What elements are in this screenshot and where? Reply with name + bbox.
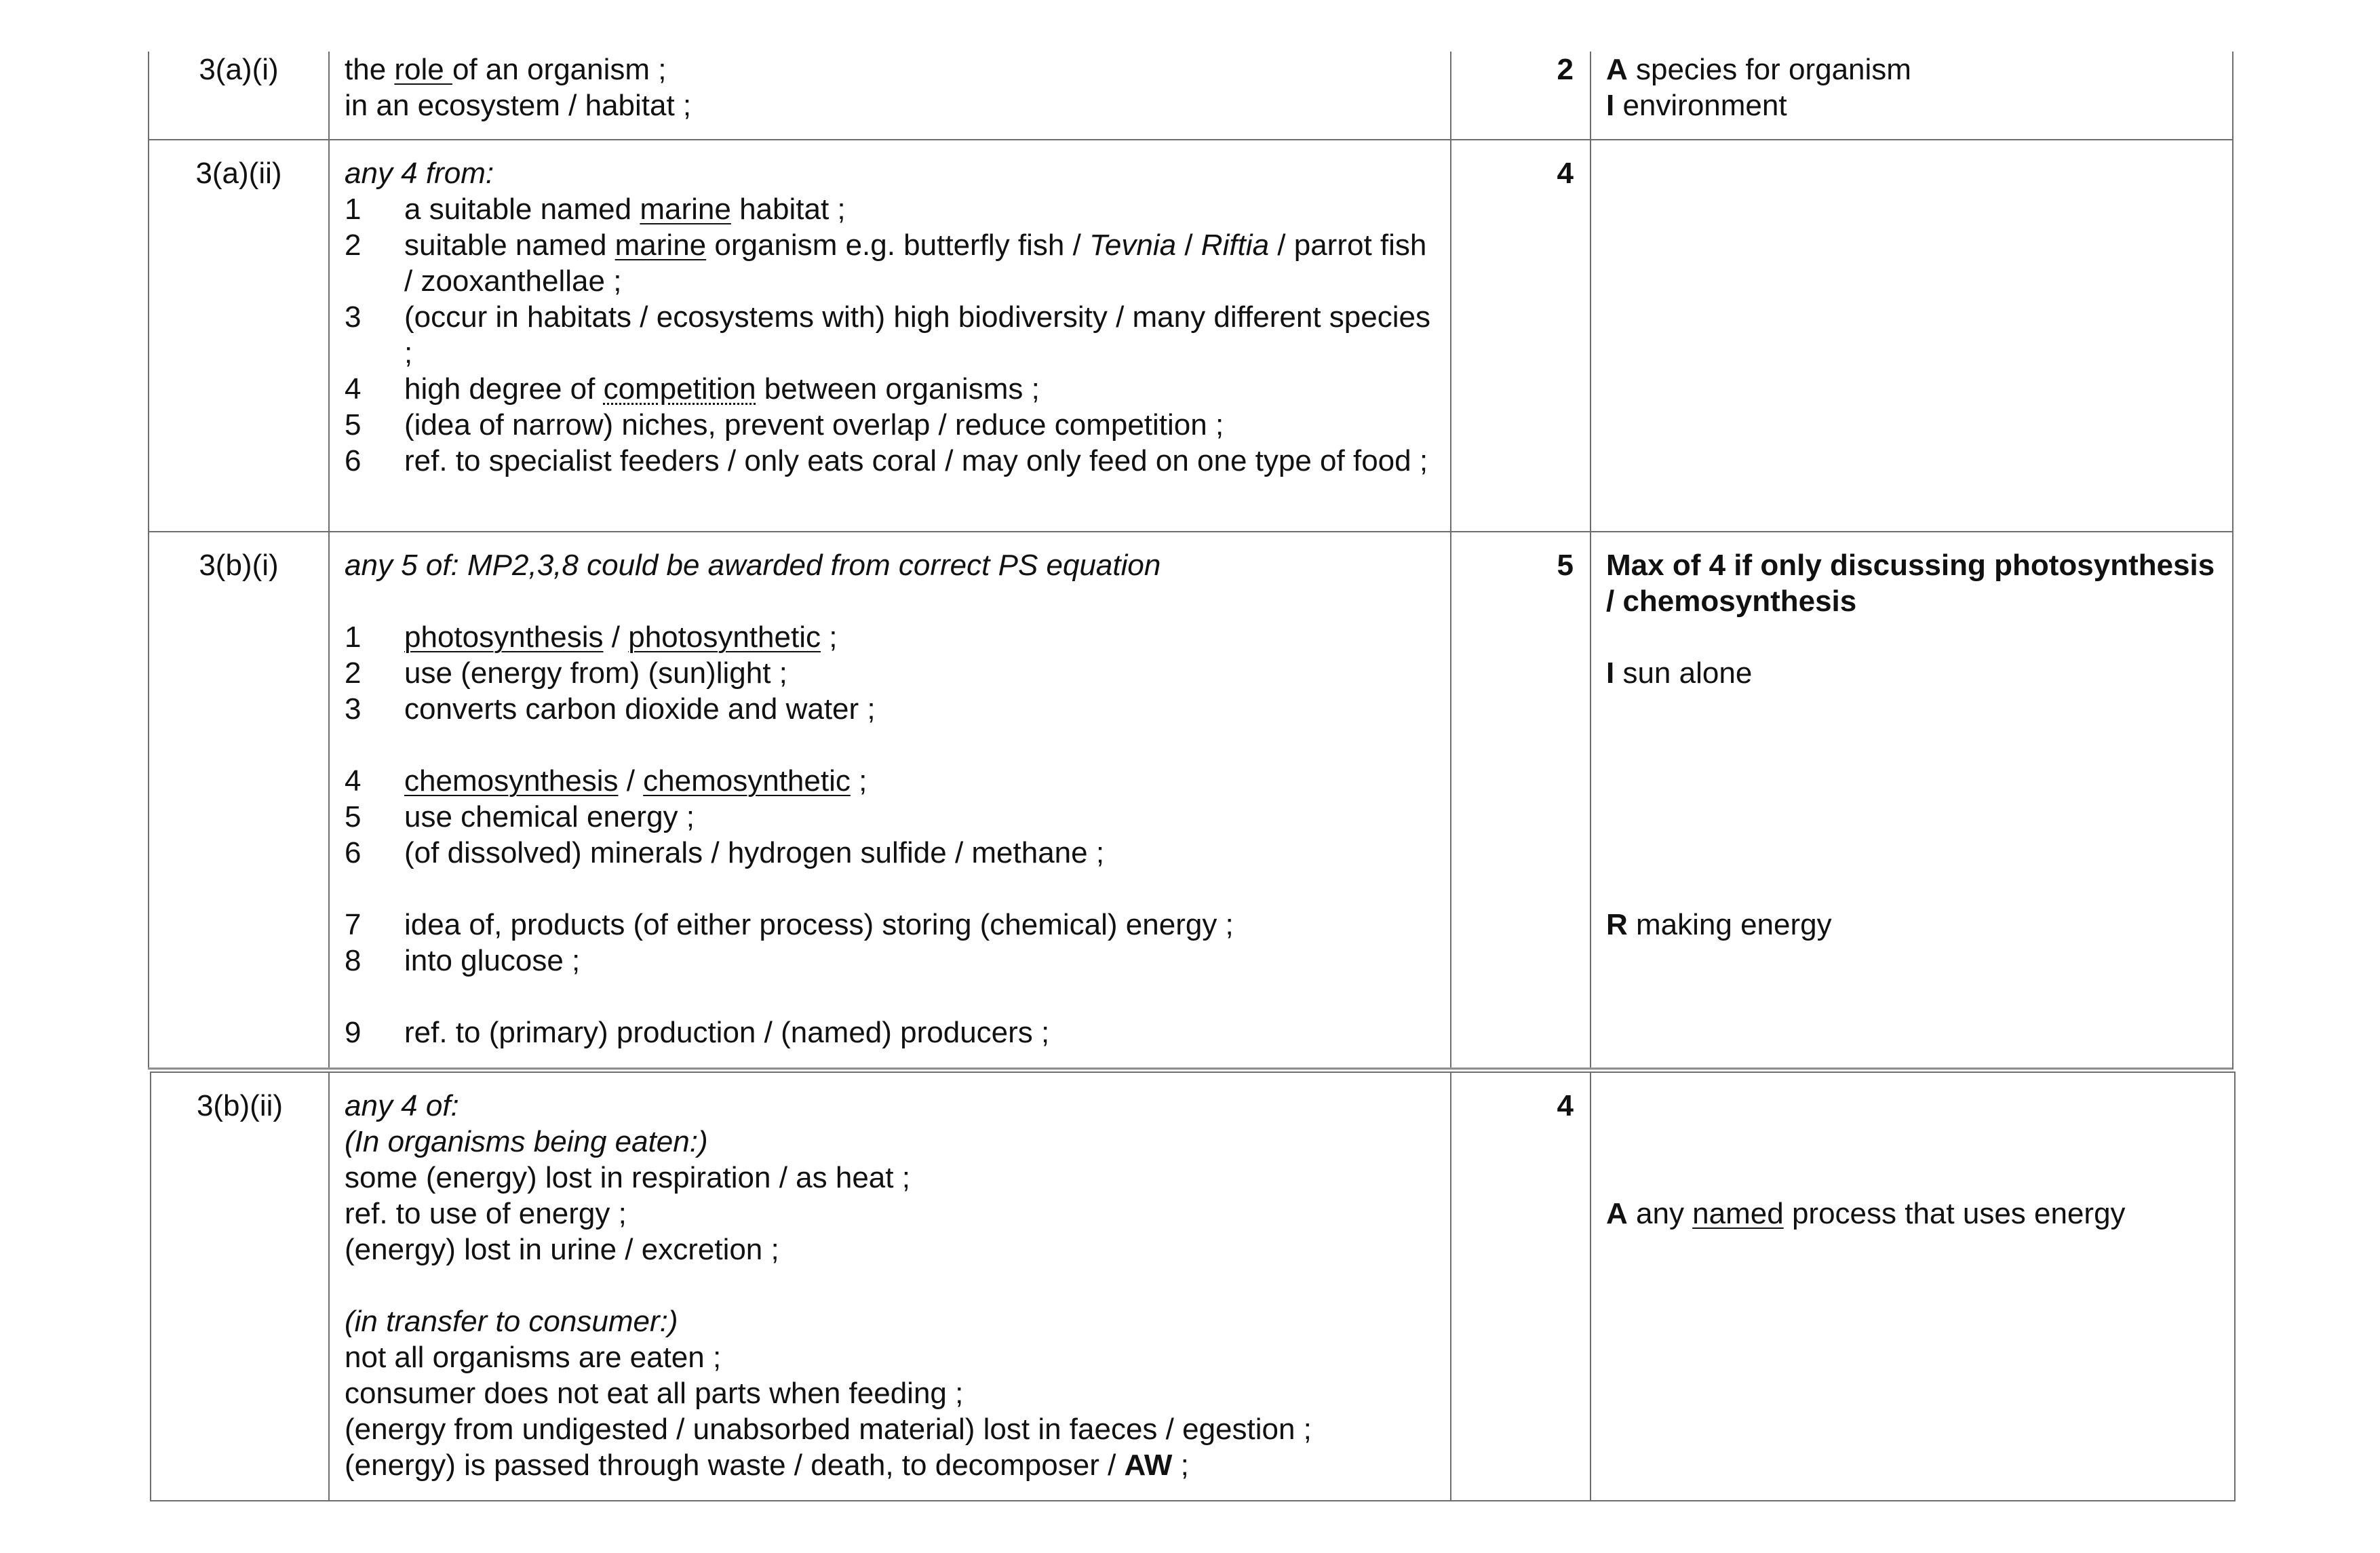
point-text [404, 619, 1435, 655]
table-row [149, 532, 2233, 1069]
marking-point [345, 655, 1435, 691]
point-number: 2 [345, 656, 362, 690]
point-text: ref. to (primary) production / (named) producers ; [404, 1016, 1050, 1049]
spacer [345, 727, 1435, 763]
text: / [1176, 229, 1201, 262]
point-number: 1 [345, 193, 362, 226]
marking-point [345, 799, 1435, 835]
guidance-line [1606, 655, 2217, 691]
underlined-text: photosynthetic [628, 621, 821, 654]
guidance-code: R [1606, 908, 1628, 941]
marks-cell [1451, 52, 1591, 140]
spacer [345, 979, 1435, 1015]
answer-line [345, 52, 1435, 87]
spacer [345, 871, 1435, 907]
marking-point [345, 943, 1435, 979]
guidance-cell [1591, 52, 2233, 140]
spacer [345, 583, 1435, 619]
point-text [404, 371, 1435, 407]
answer-intro: any 5 of: MP2,3,8 could be awarded from correct PS equation [345, 549, 1161, 582]
point-text: ref. to specialist feeders / only eats coral / may only feed on one type of food ; [404, 444, 1428, 477]
marking-point [345, 227, 1435, 299]
guidance-line [1606, 87, 2217, 123]
text: / parrot fish / zooxanthellae ; [404, 229, 1427, 298]
text: of an organism ; [452, 53, 667, 86]
point-number: 1 [345, 621, 362, 654]
underlined-text: named [1692, 1197, 1784, 1230]
point-number: 6 [345, 836, 362, 869]
answer-line: consumer does not eat all parts when feeding ; [345, 1377, 964, 1410]
text: a suitable named [404, 193, 640, 226]
question-label: 3(a)(i) [199, 53, 279, 86]
point-number: 5 [345, 800, 362, 833]
answer-cell [329, 140, 1451, 532]
question-number [149, 140, 329, 532]
marking-point [345, 371, 1435, 407]
text: (energy) is passed through waste / death, to decomposer / [345, 1449, 1125, 1482]
italic-text: Tevnia [1089, 229, 1177, 262]
spacer [1606, 691, 2217, 907]
text: / [603, 621, 629, 654]
text: organism e.g. butterfly fish / [706, 229, 1090, 262]
point-text: idea of, products (of either process) storing (chemical) energy ; [404, 908, 1234, 941]
question-number [149, 532, 329, 1069]
point-number: 8 [345, 944, 362, 977]
answer-line: (energy from undigested / unabsorbed material) lost in faeces / egestion ; [345, 1413, 1312, 1446]
text: ; [1172, 1449, 1189, 1482]
text: making energy [1627, 908, 1832, 941]
text: the [345, 53, 395, 86]
mark-scheme-table [148, 52, 2233, 1069]
point-number: 4 [345, 372, 362, 406]
text: ; [850, 764, 867, 798]
answer-intro: any 4 of: [345, 1089, 459, 1122]
question-label: 3(b)(ii) [196, 1089, 284, 1122]
guidance-line [1606, 907, 2217, 943]
point-number: 5 [345, 408, 362, 441]
text: sun alone [1614, 656, 1753, 690]
underlined-text: chemosynthesis [404, 764, 619, 798]
marking-point [345, 691, 1435, 727]
dotted-underlined-text: competition [603, 372, 756, 406]
guidance-max-note: Max of 4 if only discussing photosynthesis / chemosynthesis [1606, 549, 2215, 618]
answer-cell [329, 1072, 1451, 1501]
answer-line: ref. to use of energy ; [345, 1197, 627, 1230]
answer-cell [329, 532, 1451, 1069]
point-text: (of dissolved) minerals / hydrogen sulfide / methane ; [404, 836, 1105, 869]
answer-line: (energy) lost in urine / excretion ; [345, 1233, 779, 1266]
answer-subheading: (in transfer to consumer:) [345, 1305, 678, 1338]
guidance-cell [1591, 140, 2233, 532]
point-number: 4 [345, 764, 362, 798]
point-text [404, 763, 1435, 799]
answer-line: not all organisms are eaten ; [345, 1341, 722, 1374]
question-label: 3(a)(ii) [195, 157, 282, 190]
italic-text: Riftia [1201, 229, 1270, 262]
underlined-text: role [394, 53, 452, 86]
text: environment [1614, 89, 1787, 122]
text: process that uses energy [1783, 1197, 2126, 1230]
point-number: 9 [345, 1016, 362, 1049]
mark-scheme-table-continued [150, 1072, 2236, 1501]
marking-point [345, 191, 1435, 227]
table-row [149, 140, 2233, 532]
question-number [149, 52, 329, 140]
point-number: 6 [345, 444, 362, 477]
bold-text: AW [1124, 1449, 1173, 1482]
point-text: (occur in habitats / ecosystems with) high biodiversity / many different species ; [404, 300, 1430, 370]
spacer [345, 1267, 1435, 1303]
guidance-cell [1591, 1072, 2235, 1501]
guidance-code: I [1606, 656, 1615, 690]
spacer [1606, 1088, 2219, 1196]
point-text: converts carbon dioxide and water ; [404, 692, 876, 726]
answer-cell [329, 52, 1451, 140]
guidance-line [1606, 52, 2217, 87]
marks-value: 2 [1557, 53, 1574, 86]
marking-point [345, 443, 1435, 479]
marks-value: 4 [1557, 157, 1574, 190]
guidance-line [1606, 1196, 2219, 1232]
table-row [149, 52, 2233, 140]
text: / [618, 764, 644, 798]
guidance-code: A [1606, 53, 1628, 86]
question-label: 3(b)(i) [199, 549, 279, 582]
divider [148, 1067, 2232, 1069]
answer-line [345, 1447, 1435, 1483]
point-text: into glucose ; [404, 944, 581, 977]
text: ; [820, 621, 838, 654]
underlined-text: photosynthesis [404, 621, 604, 654]
text: species for organism [1627, 53, 1911, 86]
marks-cell [1451, 1072, 1591, 1501]
guidance-code: I [1606, 89, 1615, 122]
underlined-text: marine [614, 229, 707, 262]
marks-value: 4 [1557, 1089, 1574, 1122]
answer-subheading: (In organisms being eaten:) [345, 1125, 708, 1158]
text: any [1627, 1197, 1693, 1230]
point-number: 7 [345, 908, 362, 941]
marking-point [345, 835, 1435, 871]
spacer [1606, 619, 2217, 655]
text: between organisms ; [756, 372, 1040, 406]
point-number: 3 [345, 300, 362, 334]
marking-point [345, 407, 1435, 443]
answer-line: some (energy) lost in respiration / as heat ; [345, 1161, 910, 1194]
answer-line: in an ecosystem / habitat ; [345, 89, 692, 122]
guidance-code: A [1606, 1197, 1628, 1230]
marking-point [345, 907, 1435, 943]
point-text [404, 191, 1435, 227]
text: habitat ; [730, 193, 846, 226]
text: high degree of [404, 372, 604, 406]
answer-intro: any 4 from: [345, 157, 494, 190]
point-number: 3 [345, 692, 362, 726]
point-text [404, 227, 1435, 299]
point-text: use chemical energy ; [404, 800, 695, 833]
marking-point [345, 763, 1435, 799]
guidance-cell [1591, 532, 2233, 1069]
point-text: use (energy from) (sun)light ; [404, 656, 787, 690]
table-row [151, 1072, 2235, 1501]
marks-cell [1451, 140, 1591, 532]
marks-value: 5 [1557, 549, 1574, 582]
point-number: 2 [345, 229, 362, 262]
marking-point [345, 1015, 1435, 1050]
question-number [151, 1072, 329, 1501]
underlined-text: chemosynthetic [643, 764, 851, 798]
marking-point [345, 619, 1435, 655]
point-text: (idea of narrow) niches, prevent overlap / reduce competition ; [404, 408, 1224, 441]
text: suitable named [404, 229, 615, 262]
marks-cell [1451, 532, 1591, 1069]
marking-point [345, 299, 1435, 371]
underlined-text: marine [640, 193, 731, 226]
